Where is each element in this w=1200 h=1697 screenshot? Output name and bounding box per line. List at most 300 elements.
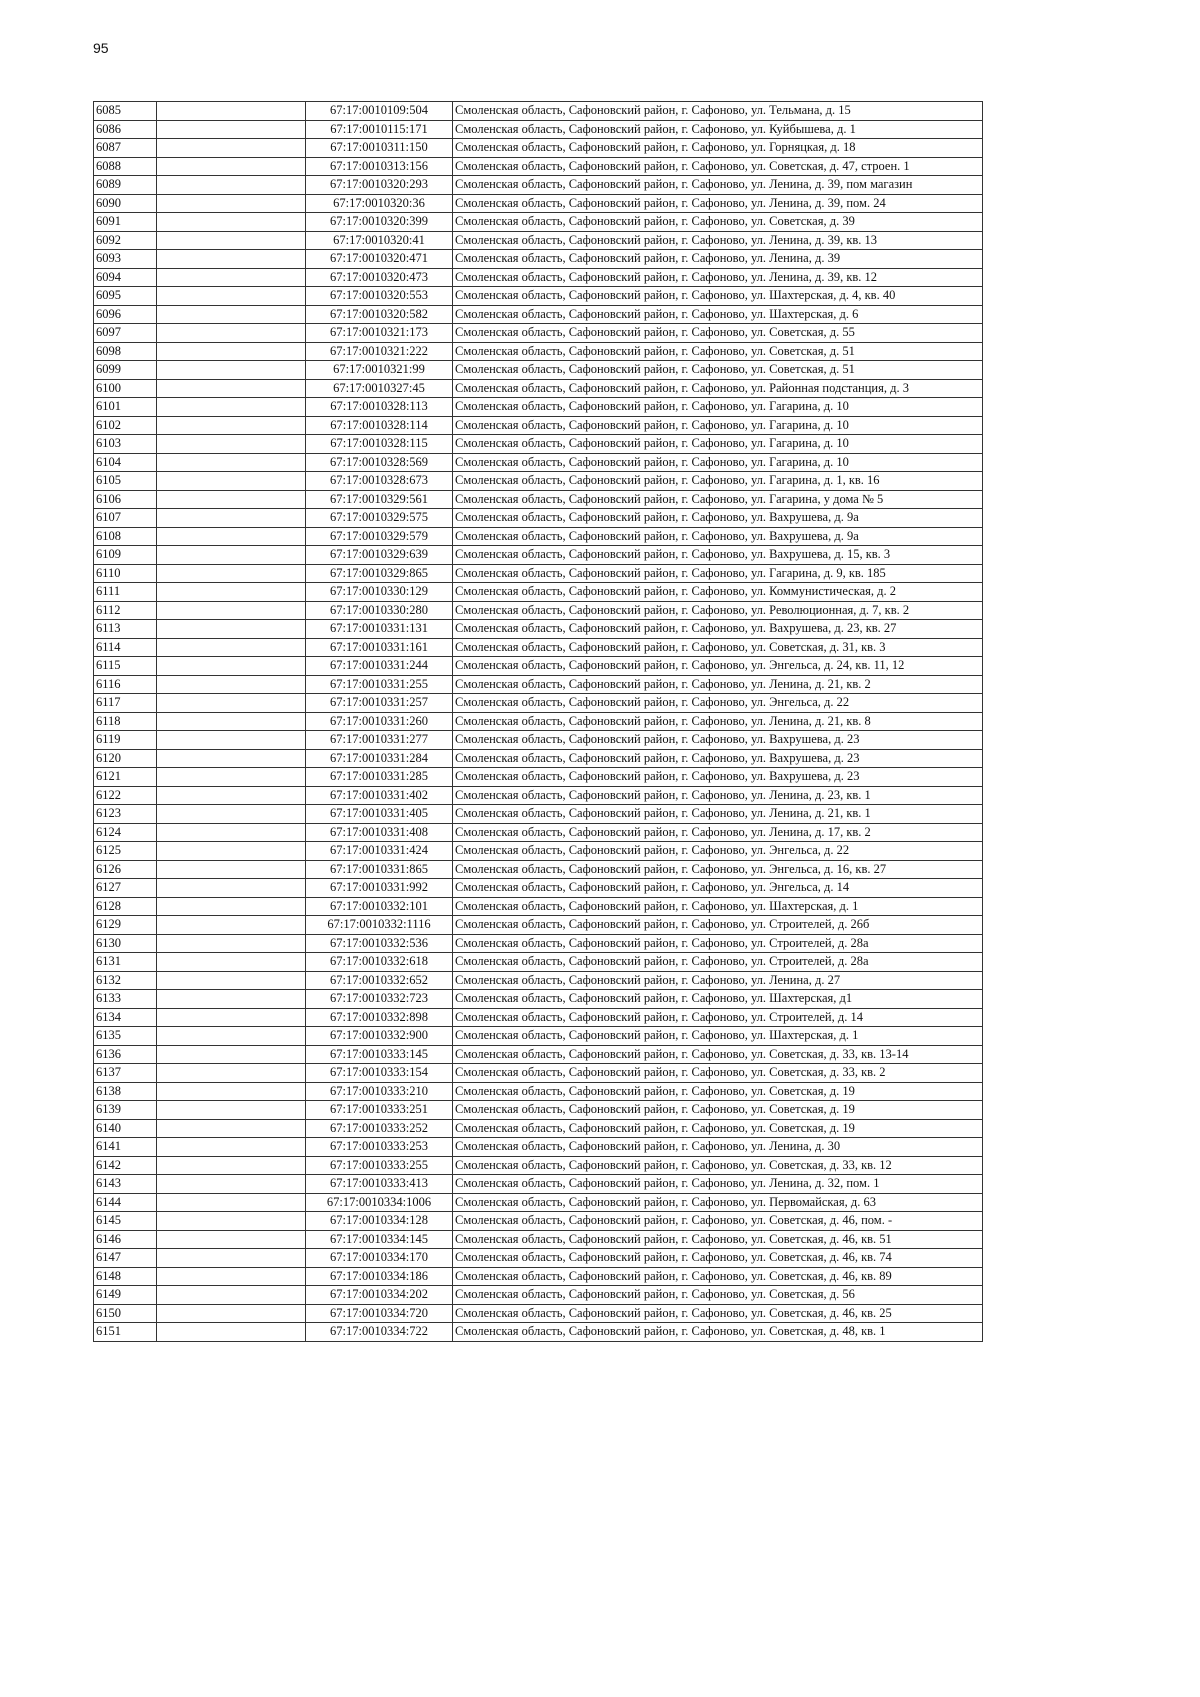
row-number-cell: 6138 — [94, 1082, 157, 1101]
address-cell: Смоленская область, Сафоновский район, г. Сафоново, ул. Советская, д. 46, пом. - — [453, 1212, 983, 1231]
row-number-cell: 6112 — [94, 601, 157, 620]
row-number-cell: 6136 — [94, 1045, 157, 1064]
table-row — [94, 1008, 983, 1027]
row-number-cell: 6121 — [94, 768, 157, 787]
table-row — [94, 842, 983, 861]
row-number-cell: 6103 — [94, 435, 157, 454]
row-number-cell: 6104 — [94, 453, 157, 472]
empty-cell — [157, 601, 306, 620]
empty-cell — [157, 398, 306, 417]
cadastral-number-cell: 67:17:0010328:114 — [306, 416, 453, 435]
empty-cell — [157, 749, 306, 768]
address-cell: Смоленская область, Сафоновский район, г. Сафоново, ул. Гагарина, д. 10 — [453, 435, 983, 454]
empty-cell — [157, 416, 306, 435]
empty-cell — [157, 675, 306, 694]
row-number-cell: 6114 — [94, 638, 157, 657]
empty-cell — [157, 324, 306, 343]
empty-cell — [157, 1193, 306, 1212]
cadastral-number-cell: 67:17:0010333:252 — [306, 1119, 453, 1138]
row-number-cell: 6093 — [94, 250, 157, 269]
empty-cell — [157, 1138, 306, 1157]
empty-cell — [157, 453, 306, 472]
address-cell: Смоленская область, Сафоновский район, г. Сафоново, ул. Вахрушева, д. 9а — [453, 509, 983, 528]
cadastral-number-cell: 67:17:0010331:260 — [306, 712, 453, 731]
table-row — [94, 379, 983, 398]
empty-cell — [157, 990, 306, 1009]
row-number-cell: 6126 — [94, 860, 157, 879]
address-cell: Смоленская область, Сафоновский район, г. Сафоново, ул. Советская, д. 19 — [453, 1119, 983, 1138]
table-row — [94, 398, 983, 417]
row-number-cell: 6091 — [94, 213, 157, 232]
address-cell: Смоленская область, Сафоновский район, г. Сафоново, ул. Советская, д. 51 — [453, 361, 983, 380]
empty-cell — [157, 638, 306, 657]
table-row — [94, 1212, 983, 1231]
row-number-cell: 6123 — [94, 805, 157, 824]
table-row — [94, 583, 983, 602]
table-row — [94, 786, 983, 805]
empty-cell — [157, 509, 306, 528]
empty-cell — [157, 620, 306, 639]
cadastral-number-cell: 67:17:0010334:128 — [306, 1212, 453, 1231]
row-number-cell: 6086 — [94, 120, 157, 139]
address-cell: Смоленская область, Сафоновский район, г. Сафоново, ул. Ленина, д. 21, кв. 1 — [453, 805, 983, 824]
address-cell: Смоленская область, Сафоновский район, г. Сафоново, ул. Ленина, д. 39, пом. 24 — [453, 194, 983, 213]
table-row — [94, 1175, 983, 1194]
address-cell: Смоленская область, Сафоновский район, г. Сафоново, ул. Вахрушева, д. 23 — [453, 768, 983, 787]
address-cell: Смоленская область, Сафоновский район, г. Сафоново, ул. Энгельса, д. 22 — [453, 694, 983, 713]
empty-cell — [157, 490, 306, 509]
row-number-cell: 6141 — [94, 1138, 157, 1157]
table-row — [94, 879, 983, 898]
table-row — [94, 435, 983, 454]
table-row — [94, 1045, 983, 1064]
empty-cell — [157, 139, 306, 158]
table-row — [94, 527, 983, 546]
cadastral-number-cell: 67:17:0010331:992 — [306, 879, 453, 898]
address-cell: Смоленская область, Сафоновский район, г. Сафоново, ул. Советская, д. 56 — [453, 1286, 983, 1305]
address-cell: Смоленская область, Сафоновский район, г. Сафоново, ул. Ленина, д. 27 — [453, 971, 983, 990]
cadastral-number-cell: 67:17:0010313:156 — [306, 157, 453, 176]
empty-cell — [157, 1064, 306, 1083]
cadastral-number-cell: 67:17:0010329:639 — [306, 546, 453, 565]
empty-cell — [157, 786, 306, 805]
cadastral-number-cell: 67:17:0010332:618 — [306, 953, 453, 972]
empty-cell — [157, 1286, 306, 1305]
address-cell: Смоленская область, Сафоновский район, г. Сафоново, ул. Куйбышева, д. 1 — [453, 120, 983, 139]
empty-cell — [157, 768, 306, 787]
table-row — [94, 490, 983, 509]
cadastral-number-cell: 67:17:0010332:652 — [306, 971, 453, 990]
address-cell: Смоленская область, Сафоновский район, г. Сафоново, ул. Ленина, д. 39, пом магазин — [453, 176, 983, 195]
cadastral-number-cell: 67:17:0010320:553 — [306, 287, 453, 306]
empty-cell — [157, 1175, 306, 1194]
cadastral-number-cell: 67:17:0010328:569 — [306, 453, 453, 472]
cadastral-number-cell: 67:17:0010331:257 — [306, 694, 453, 713]
cadastral-number-cell: 67:17:0010329:561 — [306, 490, 453, 509]
empty-cell — [157, 953, 306, 972]
address-cell: Смоленская область, Сафоновский район, г. Сафоново, ул. Ленина, д. 17, кв. 2 — [453, 823, 983, 842]
table-row — [94, 990, 983, 1009]
address-cell: Смоленская область, Сафоновский район, г. Сафоново, ул. Гагарина, д. 10 — [453, 398, 983, 417]
address-cell: Смоленская область, Сафоновский район, г. Сафоново, ул. Вахрушева, д. 23 — [453, 731, 983, 750]
table-row — [94, 361, 983, 380]
row-number-cell: 6150 — [94, 1304, 157, 1323]
row-number-cell: 6132 — [94, 971, 157, 990]
address-cell: Смоленская область, Сафоновский район, г. Сафоново, ул. Шахтерская, д. 6 — [453, 305, 983, 324]
table-row — [94, 694, 983, 713]
row-number-cell: 6146 — [94, 1230, 157, 1249]
table-row — [94, 194, 983, 213]
address-cell: Смоленская область, Сафоновский район, г. Сафоново, ул. Строителей, д. 26б — [453, 916, 983, 935]
table-row — [94, 897, 983, 916]
address-cell: Смоленская область, Сафоновский район, г. Сафоново, ул. Советская, д. 47, строен. 1 — [453, 157, 983, 176]
cadastral-number-cell: 67:17:0010333:154 — [306, 1064, 453, 1083]
cadastral-number-cell: 67:17:0010333:145 — [306, 1045, 453, 1064]
cadastral-number-cell: 67:17:0010327:45 — [306, 379, 453, 398]
empty-cell — [157, 1101, 306, 1120]
empty-cell — [157, 1304, 306, 1323]
empty-cell — [157, 194, 306, 213]
empty-cell — [157, 971, 306, 990]
table-row — [94, 1138, 983, 1157]
empty-cell — [157, 157, 306, 176]
row-number-cell: 6149 — [94, 1286, 157, 1305]
empty-cell — [157, 1249, 306, 1268]
row-number-cell: 6139 — [94, 1101, 157, 1120]
cadastral-number-cell: 67:17:0010332:536 — [306, 934, 453, 953]
table-row — [94, 1082, 983, 1101]
cadastral-number-cell: 67:17:0010331:285 — [306, 768, 453, 787]
address-cell: Смоленская область, Сафоновский район, г. Сафоново, ул. Ленина, д. 32, пом. 1 — [453, 1175, 983, 1194]
cadastral-number-cell: 67:17:0010331:255 — [306, 675, 453, 694]
row-number-cell: 6135 — [94, 1027, 157, 1046]
table-row — [94, 953, 983, 972]
cadastral-number-cell: 67:17:0010332:101 — [306, 897, 453, 916]
cadastral-number-cell: 67:17:0010328:673 — [306, 472, 453, 491]
cadastral-number-cell: 67:17:0010334:722 — [306, 1323, 453, 1342]
table-row — [94, 971, 983, 990]
cadastral-number-cell: 67:17:0010331:402 — [306, 786, 453, 805]
empty-cell — [157, 916, 306, 935]
registry-table — [93, 101, 983, 1342]
table-row — [94, 564, 983, 583]
empty-cell — [157, 860, 306, 879]
cadastral-number-cell: 67:17:0010320:36 — [306, 194, 453, 213]
table-row — [94, 416, 983, 435]
page-number: 95 — [93, 40, 109, 56]
empty-cell — [157, 1045, 306, 1064]
address-cell: Смоленская область, Сафоновский район, г. Сафоново, ул. Советская, д. 46, кв. 51 — [453, 1230, 983, 1249]
cadastral-number-cell: 67:17:0010331:284 — [306, 749, 453, 768]
table-row — [94, 287, 983, 306]
cadastral-number-cell: 67:17:0010328:113 — [306, 398, 453, 417]
address-cell: Смоленская область, Сафоновский район, г. Сафоново, ул. Энгельса, д. 16, кв. 27 — [453, 860, 983, 879]
cadastral-number-cell: 67:17:0010330:129 — [306, 583, 453, 602]
address-cell: Смоленская область, Сафоновский район, г. Сафоново, ул. Вахрушева, д. 23, кв. 27 — [453, 620, 983, 639]
empty-cell — [157, 379, 306, 398]
address-cell: Смоленская область, Сафоновский район, г. Сафоново, ул. Строителей, д. 28а — [453, 934, 983, 953]
row-number-cell: 6097 — [94, 324, 157, 343]
address-cell: Смоленская область, Сафоновский район, г. Сафоново, ул. Строителей, д. 14 — [453, 1008, 983, 1027]
address-cell: Смоленская область, Сафоновский район, г. Сафоново, ул. Шахтерская, д1 — [453, 990, 983, 1009]
table-row — [94, 675, 983, 694]
row-number-cell: 6085 — [94, 102, 157, 121]
cadastral-number-cell: 67:17:0010334:186 — [306, 1267, 453, 1286]
cadastral-number-cell: 67:17:0010320:471 — [306, 250, 453, 269]
address-cell: Смоленская область, Сафоновский район, г. Сафоново, ул. Районная подстанция, д. 3 — [453, 379, 983, 398]
empty-cell — [157, 1008, 306, 1027]
table-row — [94, 102, 983, 121]
cadastral-number-cell: 67:17:0010331:424 — [306, 842, 453, 861]
address-cell: Смоленская область, Сафоновский район, г. Сафоново, ул. Советская, д. 46, кв. 89 — [453, 1267, 983, 1286]
address-cell: Смоленская область, Сафоновский район, г. Сафоново, ул. Советская, д. 51 — [453, 342, 983, 361]
table-row — [94, 1156, 983, 1175]
cadastral-number-cell: 67:17:0010320:582 — [306, 305, 453, 324]
table-row — [94, 1286, 983, 1305]
table-row — [94, 1064, 983, 1083]
cadastral-number-cell: 67:17:0010334:202 — [306, 1286, 453, 1305]
cadastral-number-cell: 67:17:0010311:150 — [306, 139, 453, 158]
cadastral-number-cell: 67:17:0010331:405 — [306, 805, 453, 824]
address-cell: Смоленская область, Сафоновский район, г. Сафоново, ул. Ленина, д. 39, кв. 13 — [453, 231, 983, 250]
address-cell: Смоленская область, Сафоновский район, г. Сафоново, ул. Советская, д. 33, кв. 13-14 — [453, 1045, 983, 1064]
row-number-cell: 6092 — [94, 231, 157, 250]
cadastral-number-cell: 67:17:0010333:253 — [306, 1138, 453, 1157]
cadastral-number-cell: 67:17:0010109:504 — [306, 102, 453, 121]
address-cell: Смоленская область, Сафоновский район, г. Сафоново, ул. Первомайская, д. 63 — [453, 1193, 983, 1212]
table-row — [94, 453, 983, 472]
table-row — [94, 1027, 983, 1046]
row-number-cell: 6088 — [94, 157, 157, 176]
address-cell: Смоленская область, Сафоновский район, г. Сафоново, ул. Строителей, д. 28а — [453, 953, 983, 972]
table-row — [94, 324, 983, 343]
row-number-cell: 6099 — [94, 361, 157, 380]
row-number-cell: 6116 — [94, 675, 157, 694]
address-cell: Смоленская область, Сафоновский район, г. Сафоново, ул. Революционная, д. 7, кв. 2 — [453, 601, 983, 620]
empty-cell — [157, 694, 306, 713]
row-number-cell: 6098 — [94, 342, 157, 361]
row-number-cell: 6102 — [94, 416, 157, 435]
cadastral-number-cell: 67:17:0010331:161 — [306, 638, 453, 657]
empty-cell — [157, 546, 306, 565]
row-number-cell: 6105 — [94, 472, 157, 491]
empty-cell — [157, 527, 306, 546]
address-cell: Смоленская область, Сафоновский район, г. Сафоново, ул. Советская, д. 33, кв. 12 — [453, 1156, 983, 1175]
cadastral-number-cell: 67:17:0010332:723 — [306, 990, 453, 1009]
cadastral-number-cell: 67:17:0010320:293 — [306, 176, 453, 195]
address-cell: Смоленская область, Сафоновский район, г. Сафоново, ул. Советская, д. 39 — [453, 213, 983, 232]
table-row — [94, 638, 983, 657]
address-cell: Смоленская область, Сафоновский район, г. Сафоново, ул. Вахрушева, д. 9а — [453, 527, 983, 546]
cadastral-number-cell: 67:17:0010333:255 — [306, 1156, 453, 1175]
row-number-cell: 6151 — [94, 1323, 157, 1342]
row-number-cell: 6115 — [94, 657, 157, 676]
address-cell: Смоленская область, Сафоновский район, г. Сафоново, ул. Тельмана, д. 15 — [453, 102, 983, 121]
empty-cell — [157, 268, 306, 287]
empty-cell — [157, 1212, 306, 1231]
address-cell: Смоленская область, Сафоновский район, г. Сафоново, ул. Коммунистическая, д. 2 — [453, 583, 983, 602]
cadastral-number-cell: 67:17:0010329:865 — [306, 564, 453, 583]
empty-cell — [157, 250, 306, 269]
address-cell: Смоленская область, Сафоновский район, г. Сафоново, ул. Гагарина, д. 9, кв. 185 — [453, 564, 983, 583]
table-row — [94, 268, 983, 287]
row-number-cell: 6108 — [94, 527, 157, 546]
empty-cell — [157, 231, 306, 250]
empty-cell — [157, 120, 306, 139]
address-cell: Смоленская область, Сафоновский район, г. Сафоново, ул. Ленина, д. 21, кв. 8 — [453, 712, 983, 731]
table-row — [94, 620, 983, 639]
row-number-cell: 6140 — [94, 1119, 157, 1138]
address-cell: Смоленская область, Сафоновский район, г. Сафоново, ул. Советская, д. 31, кв. 3 — [453, 638, 983, 657]
address-cell: Смоленская область, Сафоновский район, г. Сафоново, ул. Советская, д. 55 — [453, 324, 983, 343]
table-row — [94, 157, 983, 176]
cadastral-number-cell: 67:17:0010333:210 — [306, 1082, 453, 1101]
cadastral-number-cell: 67:17:0010334:170 — [306, 1249, 453, 1268]
cadastral-number-cell: 67:17:0010329:575 — [306, 509, 453, 528]
address-cell: Смоленская область, Сафоновский район, г. Сафоново, ул. Ленина, д. 21, кв. 2 — [453, 675, 983, 694]
empty-cell — [157, 287, 306, 306]
address-cell: Смоленская область, Сафоновский район, г. Сафоново, ул. Советская, д. 19 — [453, 1101, 983, 1120]
address-cell: Смоленская область, Сафоновский район, г. Сафоново, ул. Шахтерская, д. 4, кв. 40 — [453, 287, 983, 306]
row-number-cell: 6147 — [94, 1249, 157, 1268]
empty-cell — [157, 1323, 306, 1342]
cadastral-number-cell: 67:17:0010332:1116 — [306, 916, 453, 935]
row-number-cell: 6111 — [94, 583, 157, 602]
address-cell: Смоленская область, Сафоновский район, г. Сафоново, ул. Гагарина, д. 1, кв. 16 — [453, 472, 983, 491]
cadastral-number-cell: 67:17:0010321:99 — [306, 361, 453, 380]
row-number-cell: 6089 — [94, 176, 157, 195]
address-cell: Смоленская область, Сафоновский район, г. Сафоново, ул. Советская, д. 46, кв. 25 — [453, 1304, 983, 1323]
empty-cell — [157, 1156, 306, 1175]
row-number-cell: 6143 — [94, 1175, 157, 1194]
row-number-cell: 6096 — [94, 305, 157, 324]
table-row — [94, 120, 983, 139]
empty-cell — [157, 102, 306, 121]
empty-cell — [157, 342, 306, 361]
empty-cell — [157, 305, 306, 324]
row-number-cell: 6106 — [94, 490, 157, 509]
address-cell: Смоленская область, Сафоновский район, г. Сафоново, ул. Энгельса, д. 22 — [453, 842, 983, 861]
empty-cell — [157, 1267, 306, 1286]
row-number-cell: 6118 — [94, 712, 157, 731]
address-cell: Смоленская область, Сафоновский район, г. Сафоново, ул. Гагарина, у дома № 5 — [453, 490, 983, 509]
address-cell: Смоленская область, Сафоновский район, г. Сафоново, ул. Советская, д. 33, кв. 2 — [453, 1064, 983, 1083]
cadastral-number-cell: 67:17:0010328:115 — [306, 435, 453, 454]
cadastral-number-cell: 67:17:0010332:900 — [306, 1027, 453, 1046]
row-number-cell: 6130 — [94, 934, 157, 953]
cadastral-number-cell: 67:17:0010331:131 — [306, 620, 453, 639]
table-row — [94, 1267, 983, 1286]
empty-cell — [157, 934, 306, 953]
cadastral-number-cell: 67:17:0010329:579 — [306, 527, 453, 546]
row-number-cell: 6144 — [94, 1193, 157, 1212]
table-row — [94, 1304, 983, 1323]
cadastral-number-cell: 67:17:0010115:171 — [306, 120, 453, 139]
row-number-cell: 6113 — [94, 620, 157, 639]
row-number-cell: 6117 — [94, 694, 157, 713]
cadastral-number-cell: 67:17:0010334:1006 — [306, 1193, 453, 1212]
cadastral-number-cell: 67:17:0010320:473 — [306, 268, 453, 287]
empty-cell — [157, 657, 306, 676]
empty-cell — [157, 361, 306, 380]
address-cell: Смоленская область, Сафоновский район, г. Сафоново, ул. Гагарина, д. 10 — [453, 453, 983, 472]
row-number-cell: 6119 — [94, 731, 157, 750]
cadastral-number-cell: 67:17:0010321:222 — [306, 342, 453, 361]
row-number-cell: 6120 — [94, 749, 157, 768]
empty-cell — [157, 897, 306, 916]
row-number-cell: 6122 — [94, 786, 157, 805]
table-row — [94, 860, 983, 879]
address-cell: Смоленская область, Сафоновский район, г. Сафоново, ул. Ленина, д. 39 — [453, 250, 983, 269]
table-row — [94, 768, 983, 787]
cadastral-number-cell: 67:17:0010332:898 — [306, 1008, 453, 1027]
cadastral-number-cell: 67:17:0010331:865 — [306, 860, 453, 879]
empty-cell — [157, 823, 306, 842]
row-number-cell: 6110 — [94, 564, 157, 583]
cadastral-number-cell: 67:17:0010331:408 — [306, 823, 453, 842]
address-cell: Смоленская область, Сафоновский район, г. Сафоново, ул. Шахтерская, д. 1 — [453, 897, 983, 916]
cadastral-number-cell: 67:17:0010331:277 — [306, 731, 453, 750]
empty-cell — [157, 1082, 306, 1101]
address-cell: Смоленская область, Сафоновский район, г. Сафоново, ул. Советская, д. 48, кв. 1 — [453, 1323, 983, 1342]
row-number-cell: 6100 — [94, 379, 157, 398]
address-cell: Смоленская область, Сафоновский район, г. Сафоново, ул. Энгельса, д. 14 — [453, 879, 983, 898]
row-number-cell: 6142 — [94, 1156, 157, 1175]
table-row — [94, 657, 983, 676]
row-number-cell: 6133 — [94, 990, 157, 1009]
cadastral-number-cell: 67:17:0010334:720 — [306, 1304, 453, 1323]
row-number-cell: 6145 — [94, 1212, 157, 1231]
row-number-cell: 6137 — [94, 1064, 157, 1083]
row-number-cell: 6095 — [94, 287, 157, 306]
row-number-cell: 6124 — [94, 823, 157, 842]
address-cell: Смоленская область, Сафоновский район, г. Сафоново, ул. Горняцкая, д. 18 — [453, 139, 983, 158]
empty-cell — [157, 176, 306, 195]
address-cell: Смоленская область, Сафоновский район, г. Сафоново, ул. Советская, д. 46, кв. 74 — [453, 1249, 983, 1268]
row-number-cell: 6090 — [94, 194, 157, 213]
table-row — [94, 823, 983, 842]
table-row — [94, 1249, 983, 1268]
cadastral-number-cell: 67:17:0010320:41 — [306, 231, 453, 250]
empty-cell — [157, 213, 306, 232]
table-row — [94, 342, 983, 361]
table-row — [94, 1119, 983, 1138]
table-row — [94, 231, 983, 250]
address-cell: Смоленская область, Сафоновский район, г. Сафоново, ул. Советская, д. 19 — [453, 1082, 983, 1101]
address-cell: Смоленская область, Сафоновский район, г. Сафоново, ул. Энгельса, д. 24, кв. 11, 12 — [453, 657, 983, 676]
cadastral-number-cell: 67:17:0010320:399 — [306, 213, 453, 232]
table-row — [94, 712, 983, 731]
cadastral-number-cell: 67:17:0010333:413 — [306, 1175, 453, 1194]
empty-cell — [157, 731, 306, 750]
empty-cell — [157, 842, 306, 861]
table-row — [94, 305, 983, 324]
empty-cell — [157, 564, 306, 583]
empty-cell — [157, 435, 306, 454]
row-number-cell: 6125 — [94, 842, 157, 861]
empty-cell — [157, 712, 306, 731]
table-row — [94, 749, 983, 768]
address-cell: Смоленская область, Сафоновский район, г. Сафоново, ул. Вахрушева, д. 23 — [453, 749, 983, 768]
table-row — [94, 1323, 983, 1342]
cadastral-number-cell: 67:17:0010330:280 — [306, 601, 453, 620]
row-number-cell: 6148 — [94, 1267, 157, 1286]
table-row — [94, 916, 983, 935]
table-row — [94, 176, 983, 195]
table-row — [94, 250, 983, 269]
address-cell: Смоленская область, Сафоновский район, г. Сафоново, ул. Ленина, д. 30 — [453, 1138, 983, 1157]
table-row — [94, 731, 983, 750]
